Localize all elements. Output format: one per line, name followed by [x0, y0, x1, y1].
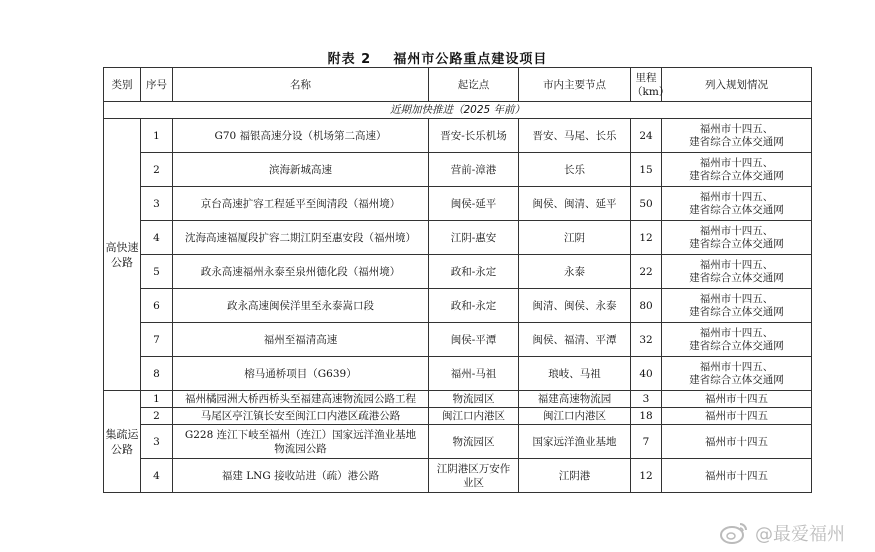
cell-km: 18 — [631, 408, 662, 425]
cell-nodes: 闽侯、闽清、延平 — [519, 187, 631, 221]
cell-endpoints: 政和-永定 — [429, 255, 519, 289]
cell-plan: 福州市十四五 — [662, 391, 812, 408]
cell-km: 40 — [631, 357, 662, 391]
cell-endpoints: 闽侯-平潭 — [429, 323, 519, 357]
cell-endpoints: 江阴-惠安 — [429, 221, 519, 255]
cell-km: 22 — [631, 255, 662, 289]
projects-table — [103, 67, 812, 493]
cell-km: 15 — [631, 153, 662, 187]
cell-endpoints: 闽侯-延平 — [429, 187, 519, 221]
cell-seq: 4 — [141, 459, 173, 493]
cell-name: 滨海新城高速 — [173, 153, 429, 187]
cell-endpoints: 福州-马祖 — [429, 357, 519, 391]
endpoints-line1: 江阴港区万安作 — [436, 462, 511, 475]
cell-plan: 福州市十四五 — [662, 459, 812, 493]
cell-plan: 福州市十四五 — [662, 425, 812, 459]
plan-line1: 福州市十四五、 — [699, 122, 774, 135]
plan-line1: 福州市十四五、 — [699, 292, 774, 305]
category-collector — [104, 391, 141, 493]
cell-name: 福建 LNG 接收站进（疏）港公路 — [173, 459, 429, 493]
cell-endpoints: 物流园区 — [429, 425, 519, 459]
plan-line2: 建省综合立体交通网 — [689, 271, 784, 284]
cell-seq: 1 — [141, 391, 173, 408]
cell-nodes: 闽侯、福清、平潭 — [519, 323, 631, 357]
header-mileage — [631, 68, 670, 102]
endpoints-line2: 业区 — [463, 476, 484, 489]
category-line2: 公路 — [111, 255, 133, 269]
table-row — [104, 187, 812, 221]
name-line1: G228 连江下岐至福州（连江）国家远洋渔业基地 — [184, 428, 417, 441]
cell-nodes: 闽江口内港区 — [519, 408, 631, 425]
cell-seq: 8 — [141, 357, 173, 391]
cell-plan — [662, 119, 812, 153]
cell-seq: 2 — [141, 408, 173, 425]
table-row — [104, 459, 812, 493]
cell-endpoints: 闽江口内港区 — [429, 408, 519, 425]
cell-endpoints — [429, 459, 519, 493]
cell-seq: 4 — [141, 221, 173, 255]
cell-plan: 福州市十四五 — [662, 408, 812, 425]
cell-name: 马尾区亭江镇长安至闽江口内港区疏港公路 — [173, 408, 429, 425]
header-name: 名称 — [173, 68, 429, 102]
plan-line2: 建省综合立体交通网 — [689, 237, 784, 250]
cell-name: 沈海高速福厦段扩容二期江阴至惠安段（福州境） — [173, 221, 429, 255]
cell-endpoints: 晋安-长乐机场 — [429, 119, 519, 153]
cell-km: 24 — [631, 119, 662, 153]
cell-km: 80 — [631, 289, 662, 323]
plan-line1: 福州市十四五、 — [699, 360, 774, 373]
table-row — [104, 153, 812, 187]
plan-line1: 福州市十四五、 — [699, 258, 774, 271]
header-endpoints: 起讫点 — [429, 68, 519, 102]
plan-line1: 福州市十四五、 — [699, 326, 774, 339]
category-line1: 高快速 — [105, 240, 139, 254]
cell-nodes: 琅岐、马祖 — [519, 357, 631, 391]
document-title: 附表 2 福州市公路重点建设项目 — [327, 52, 548, 67]
category-highway — [104, 119, 141, 391]
cell-km: 12 — [631, 221, 662, 255]
cell-nodes: 江阴 — [519, 221, 631, 255]
cell-plan — [662, 221, 812, 255]
cell-endpoints: 营前-漳港 — [429, 153, 519, 187]
category-line1: 集疏运 — [105, 427, 139, 441]
cell-seq: 3 — [141, 425, 173, 459]
header-mileage-line2: （km） — [632, 85, 670, 98]
cell-seq: 7 — [141, 323, 173, 357]
table-row — [104, 221, 812, 255]
cell-name: 福州至福清高速 — [173, 323, 429, 357]
header-nodes: 市内主要节点 — [519, 68, 631, 102]
cell-nodes: 福建高速物流园 — [519, 391, 631, 408]
header-row — [104, 68, 812, 102]
cell-plan — [662, 289, 812, 323]
cell-plan — [662, 323, 812, 357]
cell-nodes: 永泰 — [519, 255, 631, 289]
cell-seq: 3 — [141, 187, 173, 221]
cell-name: 榕马通桥项目（G639） — [173, 357, 429, 391]
category-line2: 公路 — [111, 442, 133, 456]
watermark-text: @最爱福州 — [755, 524, 845, 545]
cell-plan — [662, 357, 812, 391]
cell-nodes: 闽清、闽侯、永泰 — [519, 289, 631, 323]
cell-km: 12 — [631, 459, 662, 493]
cell-km: 32 — [631, 323, 662, 357]
header-category: 类别 — [104, 68, 141, 102]
cell-km: 3 — [631, 391, 662, 408]
cell-seq: 1 — [141, 119, 173, 153]
cell-nodes: 晋安、马尾、长乐 — [519, 119, 631, 153]
plan-line1: 福州市十四五、 — [699, 156, 774, 169]
plan-line2: 建省综合立体交通网 — [689, 169, 784, 182]
plan-line2: 建省综合立体交通网 — [689, 305, 784, 318]
section-label: 近期加快推进（2025 年前） — [104, 102, 812, 119]
plan-line1: 福州市十四五、 — [699, 224, 774, 237]
cell-plan — [662, 153, 812, 187]
table-row — [104, 289, 812, 323]
plan-line2: 建省综合立体交通网 — [689, 135, 784, 148]
cell-endpoints: 政和-永定 — [429, 289, 519, 323]
table-row — [104, 357, 812, 391]
plan-line1: 福州市十四五、 — [699, 190, 774, 203]
cell-name — [173, 425, 429, 459]
cell-endpoints: 物流园区 — [429, 391, 519, 408]
plan-line2: 建省综合立体交通网 — [689, 339, 784, 352]
table-row — [104, 255, 812, 289]
cell-nodes: 国家远洋渔业基地 — [519, 425, 631, 459]
name-line2: 物流园公路 — [274, 442, 327, 455]
table-row — [104, 408, 812, 425]
cell-seq: 6 — [141, 289, 173, 323]
header-mileage-line1: 里程 — [635, 71, 657, 84]
cell-km: 50 — [631, 187, 662, 221]
cell-name: 政永高速闽侯洋里至永泰嵩口段 — [173, 289, 429, 323]
cell-name: 福州橘园洲大桥西桥头至福建高速物流园公路工程 — [173, 391, 429, 408]
table-row — [104, 323, 812, 357]
cell-seq: 2 — [141, 153, 173, 187]
cell-name: 京台高速扩容工程延平至闽清段（福州境） — [173, 187, 429, 221]
section-row — [104, 102, 812, 119]
cell-plan — [662, 255, 812, 289]
table-row — [104, 391, 812, 408]
plan-line2: 建省综合立体交通网 — [689, 203, 784, 216]
table-row — [104, 425, 812, 459]
cell-km: 7 — [631, 425, 662, 459]
table-row — [104, 119, 812, 153]
watermark — [719, 518, 845, 548]
cell-nodes: 江阴港 — [519, 459, 631, 493]
weibo-logo-icon — [719, 520, 749, 546]
cell-name: 政永高速福州永泰至泉州德化段（福州境） — [173, 255, 429, 289]
cell-name: G70 福银高速分设（机场第二高速） — [173, 119, 429, 153]
cell-seq: 5 — [141, 255, 173, 289]
cell-nodes: 长乐 — [519, 153, 631, 187]
cell-plan — [662, 187, 812, 221]
header-plan: 列入规划情况 — [662, 68, 812, 102]
header-seq: 序号 — [141, 68, 173, 102]
plan-line2: 建省综合立体交通网 — [689, 373, 784, 386]
